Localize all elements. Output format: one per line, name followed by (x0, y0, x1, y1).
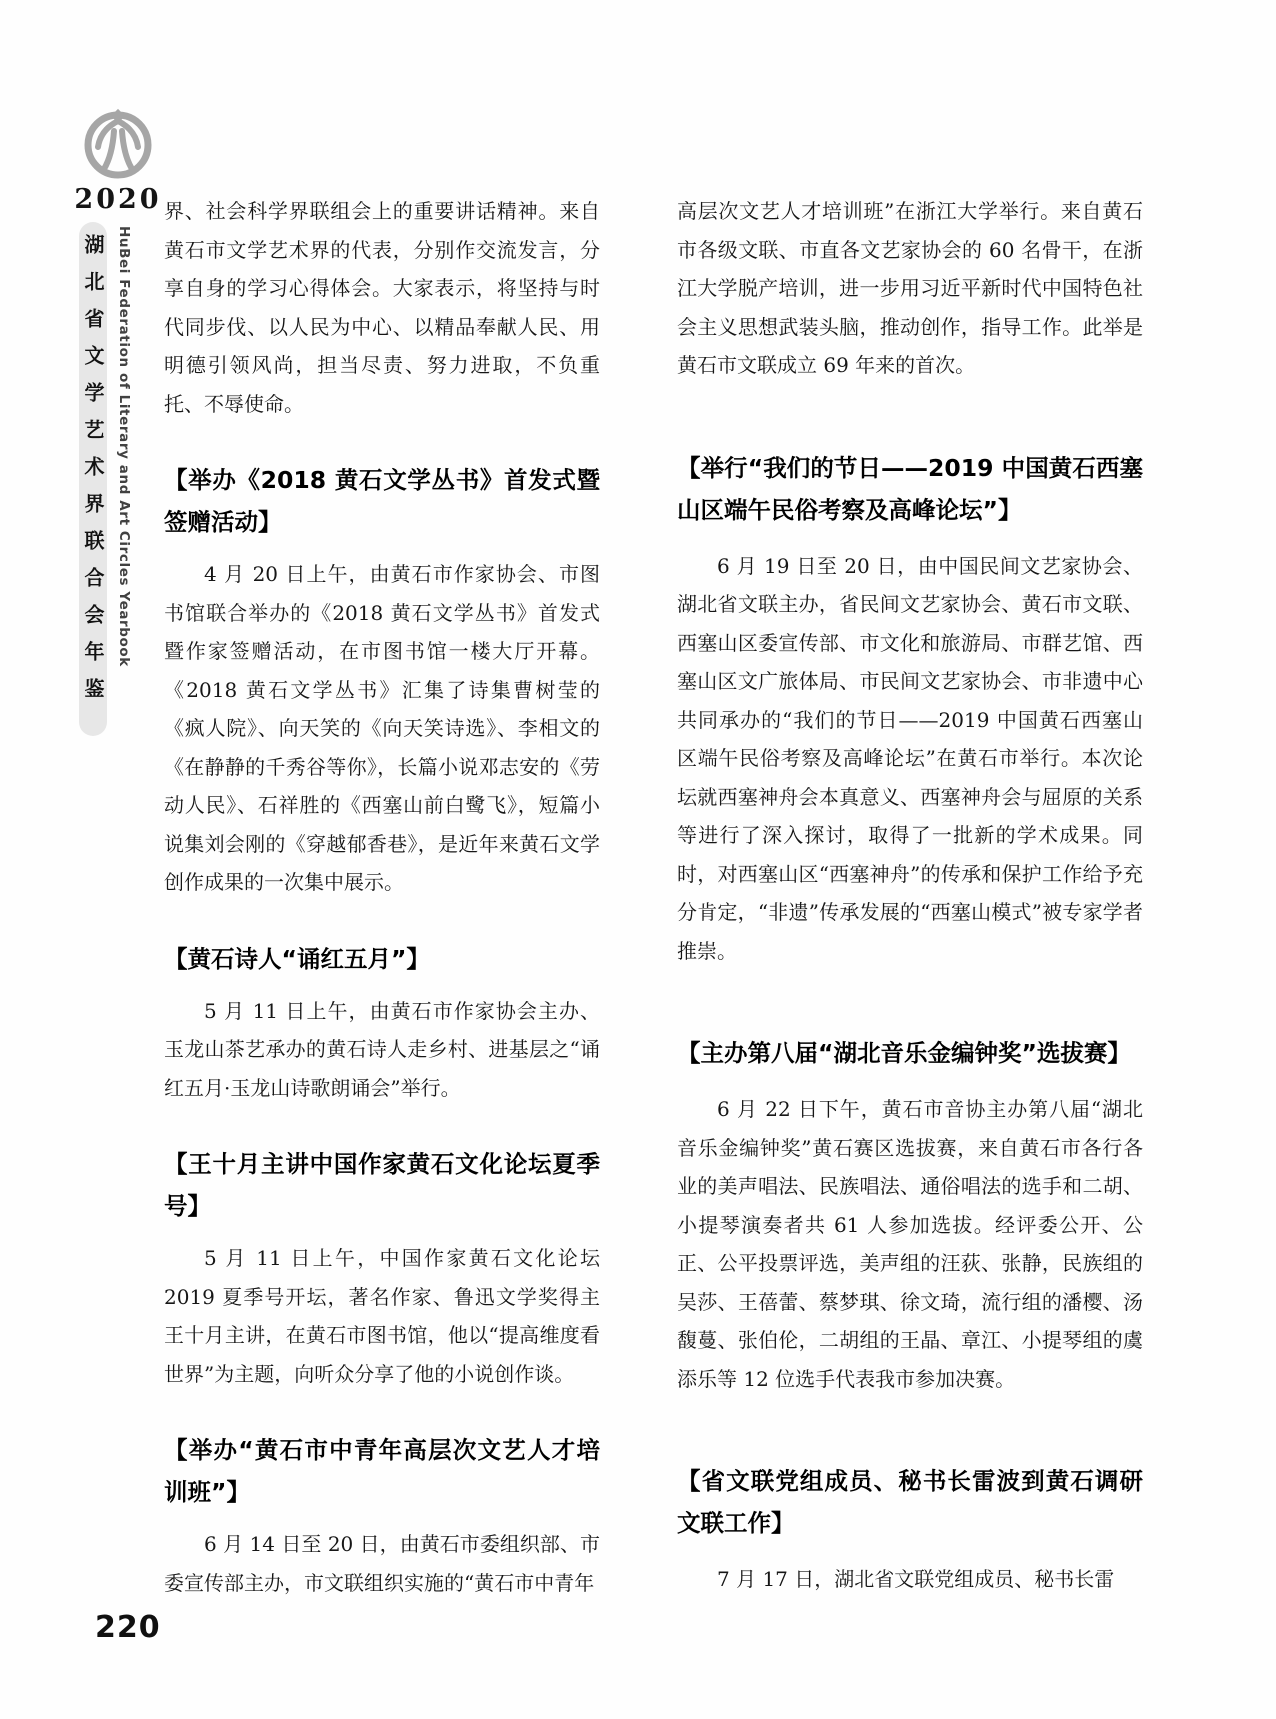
entry-paragraph: 界、社会科学界联组会上的重要讲话精神。来自黄石市文学艺术界的代表，分别作交流发言，分享自身的学习心得体会。大家表示，将坚持与时代同步伐、以人民为中心、以精品奉献人民、用明德引领风尚，担当尽责、努力进取，不负重托、不辱使命。 (164, 199, 600, 416)
entry-paragraph: 6 月 22 日下午，黄石市音协主办第八届“湖北音乐金编钟奖”黄石赛区选拔赛，来自黄石市各行各业的美声唱法、民族唱法、通俗唱法的选手和二胡、小提琴演奏者共 61 人参加选拔。经评委公开、公正、公平投票评选，美声组的汪荻、张静，民族组的吴莎、王蓓蕾、蔡梦琪、徐文琦，流行组的潘樱、汤馥蔓、张伯伦，二胡组的王晶、章江、小提琴组的虞添乐等 12 位选手代表我市参加决赛。 (677, 1097, 1143, 1391)
entry-paragraph: 5 月 11 日上午，中国作家黄石文化论坛 2019 夏季号开坛，著名作家、鲁迅文学奖得主王十月主讲，在黄石市图书馆，他以“提高维度看世界”为主题，向听众分享了他的小说创作谈。 (164, 1246, 600, 1386)
sidebar-title-english: HuBei Federation of Literary and Art Circles Yearbook (116, 226, 132, 667)
page-number: 220 (95, 1610, 161, 1645)
entry-paragraph: 5 月 11 日上午，由黄石市作家协会主办、玉龙山茶艺承办的黄石诗人走乡村、进基层之“诵红五月·玉龙山诗歌朗诵会”举行。 (164, 998, 600, 1100)
federation-emblem-icon (83, 104, 153, 188)
entry-heading: 【举办《2018 黄石文学丛书》首发式暨签赠活动】 (164, 466, 600, 536)
right-column (677, 192, 1143, 1662)
entry-paragraph: 高层次文艺人才培训班”在浙江大学举行。来自黄石市各级文联、市直各文艺家协会的 60 名骨干，在浙江大学脱产培训，进一步用习近平新时代中国特色社会主义思想武装头脑，推动创作，指导工作。此举是黄石市文联成立 69 年来的首次。 (677, 199, 1143, 377)
entry-heading: 【王十月主讲中国作家黄石文化论坛夏季号】 (164, 1150, 600, 1220)
entry-paragraph: 6 月 19 日至 20 日，由中国民间文艺家协会、湖北省文联主办，省民间文艺家协会、黄石市文联、西塞山区委宣传部、市文化和旅游局、市群艺馆、西塞山区文广旅体局、市民间文艺家协会、市非遗中心共同承办的“我们的节日——2019 中国黄石西塞山区端午民俗考察及高峰论坛”在黄石市举行。本次论坛就西塞神舟会本真意义、西塞神舟会与屈原的关系等进行了深入探讨，取得了一批新的学术成果。同时，对西塞山区“西塞神舟”的传承和保护工作给予充分肯定，“非遗”传承发展的“西塞山模式”被专家学者推崇。 (677, 553, 1143, 963)
entry-heading: 【黄石诗人“诵红五月”】 (164, 944, 430, 973)
entry-paragraph: 4 月 20 日上午，由黄石市作家协会、市图书馆联合举办的《2018 黄石文学丛书》首发式暨作家签赠活动，在市图书馆一楼大厅开幕。《2018 黄石文学丛书》汇集了诗集曹树莹的《疯人院》、向天笑的《向天笑诗选》、李相文的《在静静的千秀谷等你》，长篇小说邓志安的《劳动人民》、石祥胜的《西塞山前白鹭飞》，短篇小说集刘会刚的《穿越郁香巷》，是近年来黄石文学创作成果的一次集中展示。 (164, 562, 600, 894)
logo-year: 2020 (74, 184, 162, 215)
entry-paragraph: 7 月 17 日，湖北省文联党组成员、秘书长雷 (717, 1567, 1115, 1591)
sidebar-title-chinese: 湖北省文学艺术界联合会年鉴 (79, 222, 107, 736)
entry-heading: 【举行“我们的节日——2019 中国黄石西塞山区端午民俗考察及高峰论坛”】 (677, 453, 1143, 524)
left-column (164, 192, 600, 1662)
entry-heading: 【举办“黄石市中青年高层次文艺人才培训班”】 (164, 1436, 600, 1506)
entry-heading: 【省文联党组成员、秘书长雷波到黄石调研文联工作】 (677, 1467, 1143, 1537)
entry-heading: 【主办第八届“湖北音乐金编钟奖”选拔赛】 (677, 1039, 1131, 1067)
entry-paragraph: 6 月 14 日至 20 日，由黄石市委组织部、市委宣传部主办，市文联组织实施的“黄石市中青年 (164, 1532, 600, 1595)
